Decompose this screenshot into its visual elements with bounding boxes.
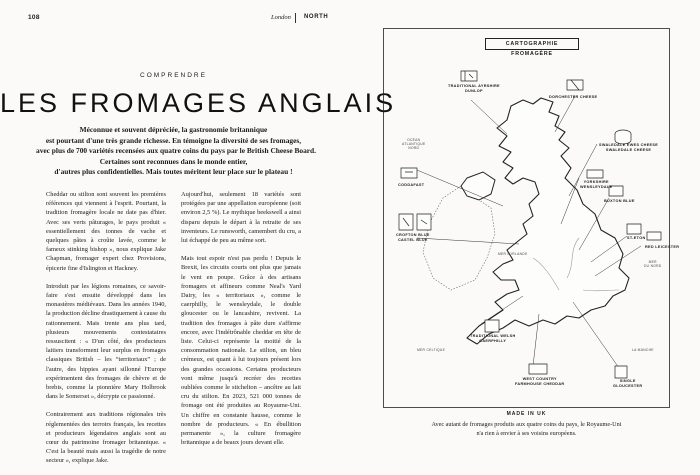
body-paragraph: Introduit par les légions romaines, ce savoir-faire s'est ensuite développé dans les monastères médiévaux. Dans les années 1940, la production décline drastiquement à cause du rationnement. Mais trente ans plus tard, plusieurs mouvements contestataires ressuscitent : « D'un côté, des producteurs laitiers transforment leur surplus en fromages classiques British – les “territoriaux” ; de l'autre, des hippies ayant sillonné l'Europe expérimentent des fromages de chèvre et de brebis, comme la pionnière Mary Holbrook dans le Somerset », décrypte ce passionné. [46, 282, 166, 401]
page-number: 108 [28, 14, 40, 21]
cheese-label: CODDAFAST [398, 183, 425, 187]
cheese-wedge-icon [401, 168, 417, 178]
cheese-wedge-icon [647, 232, 661, 240]
cheese-label: DORCHESTER CHEESE [549, 95, 598, 99]
cheese-block-icon [615, 366, 627, 378]
body-paragraph: Mais tout espoir n'est pas perdu ! Depuis le Brexit, les circuits courts ont plus que jamais le vent en poupe. Grâce à des artisans fromagers et affineurs comme Neal's Yard Dairy, les « territoriaux », comme le caerphilly, le wensleydale, le double gloucester ou le lancashire, revivent. La tradition des fromages à pâte dure s'affirme encore, avec l'indétrônable cheddar en tête de liste. Celui-ci représente la moitié de la consommation nationale. Le stilton, un bleu crémeux, est quant à lui toujours présent lors des grandes occasions. Certains producteurs vont même jusqu'à recréer des recettes oubliées comme le stichelton – ancêtre au lait cru du stilton. En 2023, 521 000 tonnes de fromage ont été produites au Royaume-Uni. Un chiffre en constante hausse, comme le nombre de producteurs. « En ébullition permanente », la culture fromagère britannique a de beaux jours devant elle. [181, 255, 301, 447]
intro-line: avec plus de 700 variétés recensées aux quatre coins du pays par le British Cheese Board. [36, 146, 317, 156]
sea-label: OCÉAN ATLANTIQUE NORD [402, 138, 426, 150]
leader-line [471, 100, 507, 134]
body-column-1 [46, 190, 166, 475]
intro-line: est pourtant d'une très grande richesse. En témoigne la diversité de ses fromages, [45, 135, 302, 145]
cheese-wedge-icon [627, 224, 641, 234]
cheese-block-icon [485, 320, 499, 332]
cheese-label: TRADITIONAL WELSH CAERPHILLY [470, 334, 516, 343]
body-paragraph: Contrairement aux traditions régionales très réglementées des terroirs français, les recettes et producteurs légendaires anglais sont au cœur du patrimoine fromager britannique. « C'est la beauté mais aussi la tragédie de notre secteur », explique Jake. [46, 411, 166, 465]
cheese-label: SWALEDALE EWES CHEESE SWALEDALE CHEESE [599, 143, 659, 152]
section-kicker: COMPRENDRE [140, 72, 207, 79]
map-tag: CARTOGRAPHIE FROMAGÈRE [485, 38, 579, 50]
cheese-wedge-icon [461, 71, 477, 81]
cheese-block-icon [529, 364, 547, 374]
cheese-wedge-icon [587, 170, 603, 178]
sea-label: MER D'IRLANDE [498, 252, 528, 256]
cheese-block-icon [399, 214, 413, 230]
caption-line: Avec autant de fromages produits aux quatre coins du pays, le Royaume-Uni [431, 421, 622, 428]
caption-line: n'a rien à envier à ses voisins européens. [476, 429, 577, 437]
cheese-label: YORKSHIRE WENSLEYDALE [580, 180, 613, 189]
cheese-label: WEST COUNTRY FARMHOUSE CHEDDAR [515, 377, 565, 386]
intro-line: Méconnue et souvent dépréciée, la gastronomie britannique [79, 125, 268, 134]
cheese-label: BUXTON BLUE [604, 199, 635, 203]
intro-line: Certaines sont reconnues dans le monde entier, [99, 156, 248, 166]
body-paragraph: Cheddar ou stilton sont souvent les premières références qui viennent à l'esprit. Pourtant, la tradition fromagère locale ne date pas d'hier. Avec ses verts pâturages, le pays produit « essentiellement des tonnes de vache et quelques pâtes à croûte lavée, comme le fameux stinking bishop », nous explique Jake Chapman, fromager expert chez Provisions, épicerie fine d'Islington et Hackney. [46, 191, 166, 272]
body-paragraph: Aujourd'hui, seulement 18 variétés sont protégées par une appellation européenne (soit environ 2,5 %). Le mythique beekswell a ainsi disparu depuis le départ à la retraite de ses inventeurs. Le runsworth, camembert du cru, a lui échappé de peu au même sort. [181, 191, 301, 245]
sea-label: LA MANCHE [632, 348, 654, 352]
running-section: NORTH [304, 14, 329, 20]
body-column-2 [181, 190, 301, 456]
running-city: London [271, 14, 291, 21]
article-title: LES FROMAGES ANGLAIS [0, 88, 397, 118]
cheese-block-icon [567, 80, 583, 90]
ireland-outline [423, 186, 495, 290]
cheese-label: SINGLE GLOUCESTER [613, 379, 643, 388]
leader-line [417, 238, 519, 244]
map-subtitle: MADE IN UK [506, 411, 547, 417]
article-intro [36, 125, 317, 178]
intro-line: d'autres plus confidentielles. Mais toutes méritent leur place sur le plateau ! [54, 167, 293, 177]
leader-line [555, 96, 575, 132]
sea-label: MER DU NORD [644, 260, 662, 268]
cheese-label: CROFTON BLUE CASTEL BLUE [396, 233, 430, 242]
cheese-label: TRADITIONAL AYRSHIRE DUNLOP [448, 84, 500, 93]
leader-line [573, 302, 619, 368]
sea-label: MER CELTIQUE [417, 348, 446, 352]
header-divider [295, 13, 296, 23]
cheese-label: ST-ETON [627, 236, 646, 240]
map-caption [383, 421, 670, 438]
great-britain-outline [467, 98, 629, 344]
cheese-label: RED LEICESTER [645, 245, 680, 249]
cheese-block-icon [417, 214, 431, 230]
